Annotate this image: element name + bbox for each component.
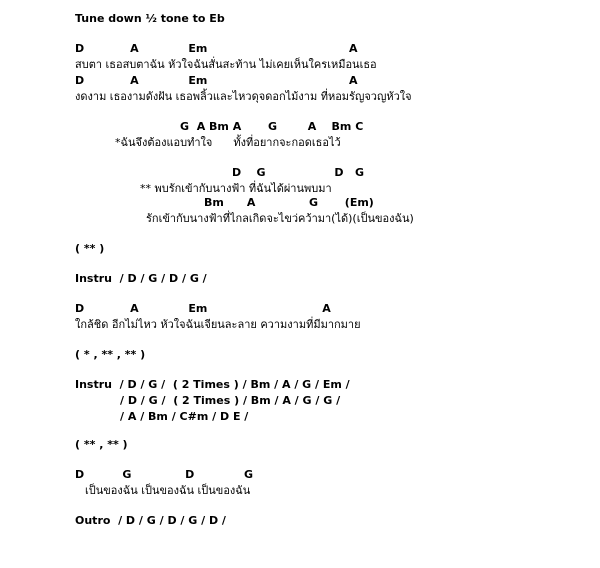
prechorus-lyrics: *ฉันจึงต้องแอบทำใจ ทั้งที่อยากจะกอดเธอไว้: [115, 136, 341, 149]
verse2-chords: D A Em A: [75, 302, 331, 315]
chorus-chords-line1: D G D G: [232, 166, 365, 179]
verse1-chords-line1: D A Em A: [75, 42, 358, 55]
prechorus-chords: G A Bm A G A Bm C: [180, 120, 364, 133]
repeat-marker-2: ( * , ** , ** ): [75, 348, 146, 361]
repeat-marker-3: ( ** , ** ): [75, 438, 128, 451]
repeat-marker-1: ( ** ): [75, 242, 105, 255]
instrumental-1: Instru / D / G / D / G /: [75, 272, 207, 285]
chorus-lyrics-line2: รักเข้ากับนางฟ้าที่ไกลเกิดจะไขว่คว้ามา(ได้)(เป็นของฉัน): [146, 212, 414, 225]
tuning-note: Tune down ½ tone to Eb: [75, 12, 225, 25]
verse1-lyrics-line1: สบตา เธอสบตาฉัน หัวใจฉันสั่นสะท้าน ไม่เคยเห็นใครเหมือนเธอ: [75, 58, 377, 71]
chorus-chords-line2: Bm A G (Em): [204, 196, 374, 209]
verse2-lyrics: ใกล้ชิด อีกไม่ไหว หัวใจฉันเจียนละลาย ความงามที่มีมากมาย: [75, 318, 361, 331]
verse1-chords-line2: D A Em A: [75, 74, 358, 87]
ending-chords: D G D G: [75, 468, 254, 481]
outro: Outro / D / G / D / G / D /: [75, 514, 226, 527]
instrumental-2-line1: Instru / D / G / ( 2 Times ) / Bm / A / G / Em /: [75, 378, 350, 391]
chorus-lyrics-line1: ** พบรักเข้ากับนางฟ้า ที่ฉันได้ผ่านพบมา: [140, 182, 332, 195]
verse1-lyrics-line2: งดงาม เธองามดังฝัน เธอพลิ้วและไหวดุจดอกไม้งาม ที่หอมรัญจวญหัวใจ: [75, 90, 412, 103]
instrumental-2-line3: / A / Bm / C#m / D E /: [120, 410, 249, 423]
instrumental-2-line2: / D / G / ( 2 Times ) / Bm / A / G / G /: [120, 394, 341, 407]
ending-lyrics: เป็นของฉัน เป็นของฉัน เป็นของฉัน: [85, 484, 251, 497]
